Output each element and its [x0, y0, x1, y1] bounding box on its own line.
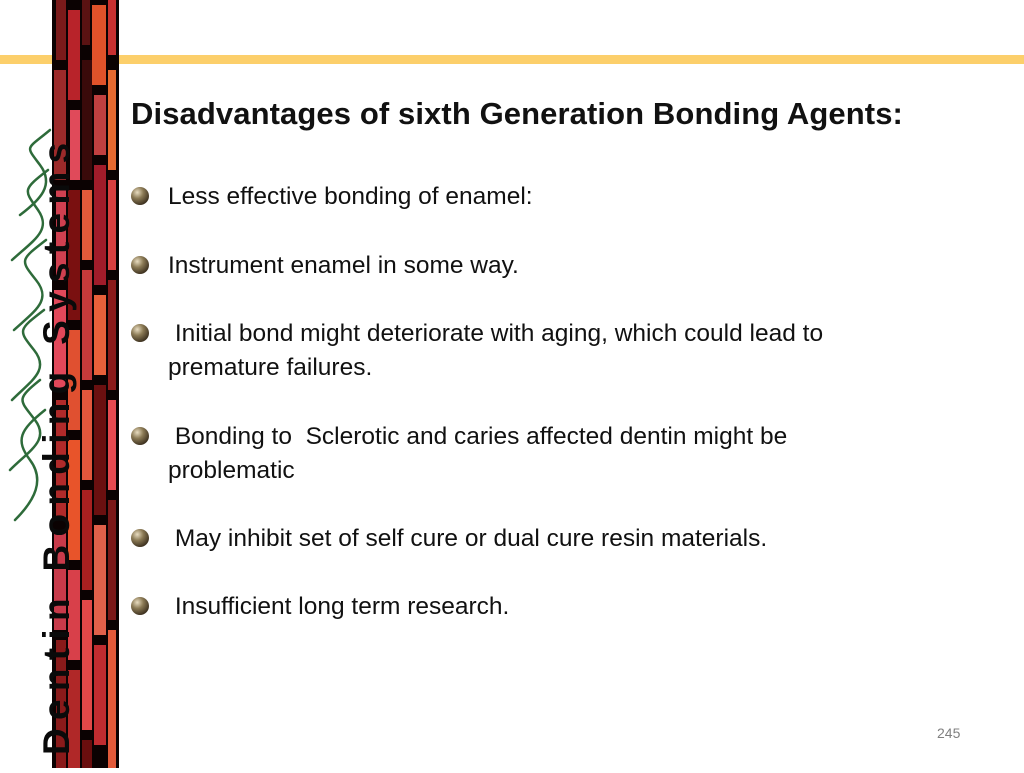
bullet-icon	[131, 597, 149, 615]
bullet-text: Bonding to Sclerotic and caries affected dentin might be problematic	[168, 423, 788, 484]
bullet-text: May inhibit set of self cure or dual cure resin materials.	[168, 525, 768, 552]
header-accent-bar	[0, 55, 1024, 64]
bullet-text: Less effective bonding of enamel:	[168, 183, 533, 210]
bullet-text: Instrument enamel in some way.	[168, 252, 519, 279]
bullet-icon	[131, 256, 149, 274]
bullet-icon	[131, 187, 149, 205]
bullet-icon	[131, 529, 149, 547]
slide-title: Disadvantages of sixth Generation Bonding Agents:	[131, 96, 903, 131]
page-number: 245	[937, 725, 961, 741]
bullet-text: Insufficient long term research.	[168, 593, 510, 620]
vertical-side-title-container	[0, 0, 77, 768]
bullet-icon	[131, 324, 149, 342]
bullet-text: Initial bond might deteriorate with aging, which could lead to premature failures.	[168, 320, 824, 381]
bullet-icon	[131, 427, 149, 445]
vertical-side-title: Dentin Bonding Systems	[36, 134, 77, 755]
